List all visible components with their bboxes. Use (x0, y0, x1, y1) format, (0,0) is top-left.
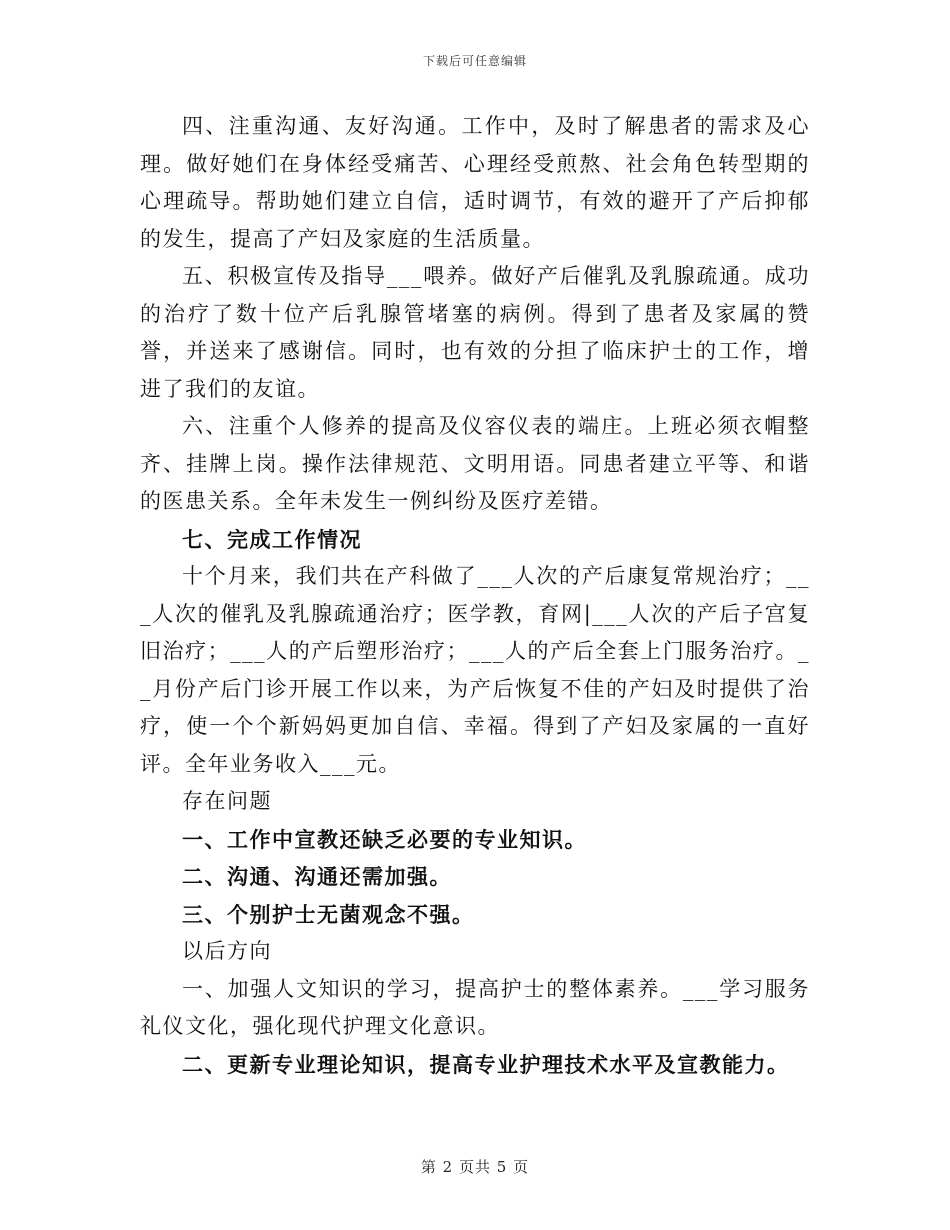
section-heading-problems: 存在问题 (182, 789, 272, 813)
problem-item-3: 三、个别护士无菌观念不强。 (182, 901, 475, 927)
section-heading-work-status: 七、完成工作情况 (182, 526, 362, 552)
paragraph-work-statistics: 十个月来，我们共在产科做了___人次的产后康复常规治疗；___人次的催乳及乳腺疏通治疗；医学教，育网|___人次的产后子宫复旧治疗；___人的产后塑形治疗；___人的产后全套上门服务治疗。__月份产后门诊开展工作以来，为产后恢复不佳的产妇及时提供了治疗，使一个个新妈妈更加自信、幸福。得到了产妇及家属的一直好评。全年业务收入___元。 (140, 564, 810, 776)
problem-item-2: 二、沟通、沟通还需加强。 (182, 864, 452, 889)
paragraph-breastfeeding: 五、积极宣传及指导___喂养。做好产后催乳及乳腺疏通。成功的治疗了数十位产后乳腺管堵塞的病例。得到了患者及家属的赞誉，并送来了感谢信。同时，也有效的分担了临床护士的工作，增进了我们的友谊。 (140, 264, 810, 401)
direction-item-2: 二、更新专业理论知识，提高专业护理技术水平及宣教能力。 (182, 1051, 790, 1077)
direction-item-1: 一、加强人文知识的学习，提高护士的整体素养。___学习服务礼仪文化，强化现代护理文化意识。 (140, 976, 810, 1038)
paragraph-self-cultivation: 六、注重个人修养的提高及仪容仪表的端庄。上班必须衣帽整齐、挂牌上岗。操作法律规范、文明用语。同患者建立平等、和谐的医患关系。全年未发生一例纠纷及医疗差错。 (140, 414, 810, 513)
problem-item-1: 一、工作中宣教还缺乏必要的专业知识。 (182, 826, 587, 852)
header-note: 下载后可任意编辑 (422, 54, 527, 68)
paragraph-communication: 四、注重沟通、友好沟通。工作中，及时了解患者的需求及心理。做好她们在身体经受痛苦、心理经受煎熬、社会角色转型期的心理疏导。帮助她们建立自信，适时调节，有效的避开了产后抑郁的发生，提高了产妇及家庭的生活质量。 (140, 114, 810, 251)
document-body (140, 108, 810, 1083)
section-heading-future-direction: 以后方向 (182, 939, 272, 963)
page-number: 第 2 页共 5 页 (420, 1158, 530, 1176)
